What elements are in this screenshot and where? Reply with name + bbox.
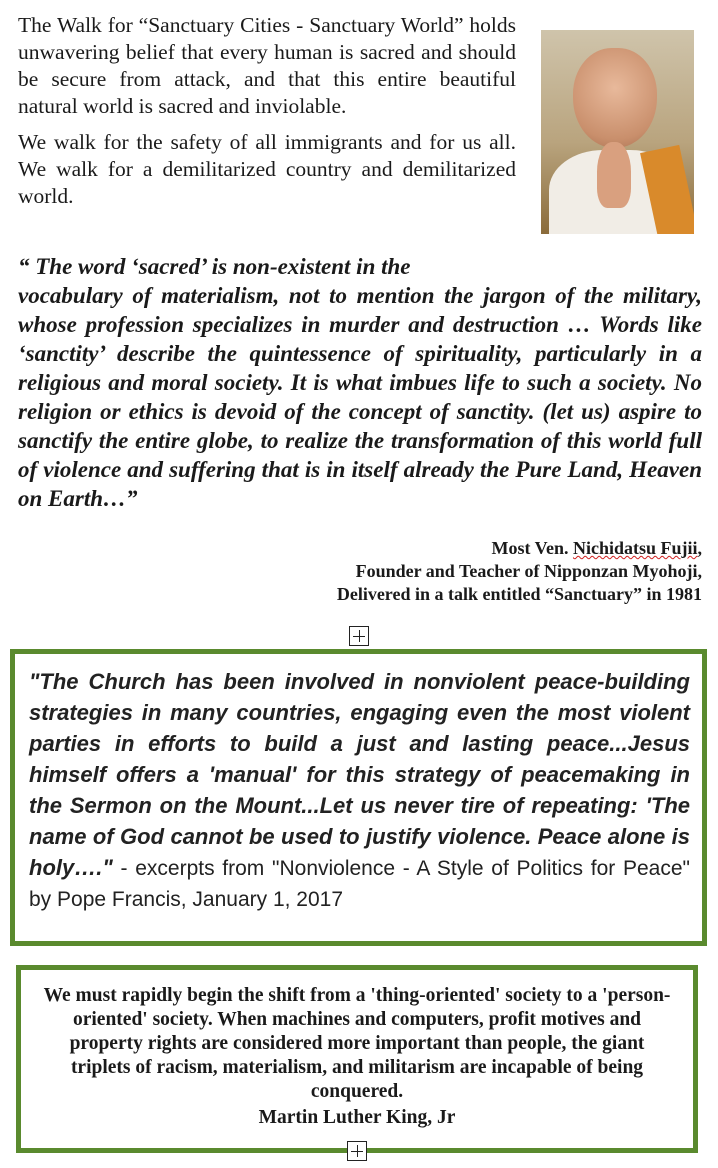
intro-paragraph-1: The Walk for “Sanctuary Cities - Sanctuary World” holds unwavering belief that every human is sacred and should be secure from attack, and that this entire beautiful natural world is sacred and inviolable.	[18, 13, 516, 118]
pope-francis-quote-text	[29, 666, 690, 915]
fujii-quote-rest: vocabulary of materialism, not to mention the jargon of the military, whose profession specializes in murder and destruction … Words like ‘sanctity’ describe the quintessence of spirituality, particularly in a religious and moral society. It is what imbues life to such a society. No religion or ethics is devoid of the concept of sanctity. (let us) aspire to sanctify the entire globe, to realize the transformation of this world full of violence and suffering that is in itself already the Pure Land, Heaven on Earth…”	[18, 283, 702, 511]
mlk-author: Martin Luther King, Jr	[258, 1107, 456, 1128]
photo-face	[573, 48, 657, 148]
object-anchor-icon[interactable]	[347, 1141, 367, 1161]
object-anchor-icon[interactable]	[349, 626, 369, 646]
pope-francis-quote-box	[10, 649, 707, 946]
photo-hands	[597, 142, 631, 208]
pope-francis-quote: "The Church has been involved in nonviolent peace-building strategies in many countries, engaging even the most violent parties in efforts to build a just and lasting peace...Jesus himself offers a 'manual' for this strategy of peacemaking in the Sermon on the Mount...Let us never tire of repeating: 'The name of God cannot be used to justify violence. Peace alone is holy…."	[29, 669, 690, 880]
mlk-quote: We must rapidly begin the shift from a 'thing-oriented' society to a 'person-oriented' society. When machines and computers, profit motives and property rights are considered more important than people, the giant triplets of racism, materialism, and militarism are incapable of being conquered.	[43, 985, 671, 1102]
monk-praying-photo	[541, 30, 694, 234]
attribution-suffix: ,	[697, 538, 702, 558]
fujii-quote	[18, 252, 702, 513]
attribution-prefix: Most Ven.	[491, 538, 573, 558]
attribution-line-3: Delivered in a talk entitled “Sanctuary” in 1981	[336, 584, 702, 604]
pope-francis-source: - excerpts from "Nonviolence - A Style of Politics for Peace" by Pope Francis, January 1, 2017	[29, 857, 690, 911]
attribution-line-2: Founder and Teacher of Nipponzan Myohoji,	[355, 561, 702, 581]
intro-text	[18, 12, 516, 219]
intro-paragraph-2: We walk for the safety of all immigrants and for us all. We walk for a demilitarized country and demilitarized world.	[18, 130, 516, 208]
mlk-quote-box	[16, 965, 698, 1153]
fujii-attribution	[202, 537, 702, 606]
attribution-name: Nichidatsu Fujii	[572, 538, 698, 558]
fujii-quote-first-line: “ The word ‘sacred’ is non-existent in the	[18, 254, 411, 279]
attribution-line-1	[202, 537, 702, 560]
